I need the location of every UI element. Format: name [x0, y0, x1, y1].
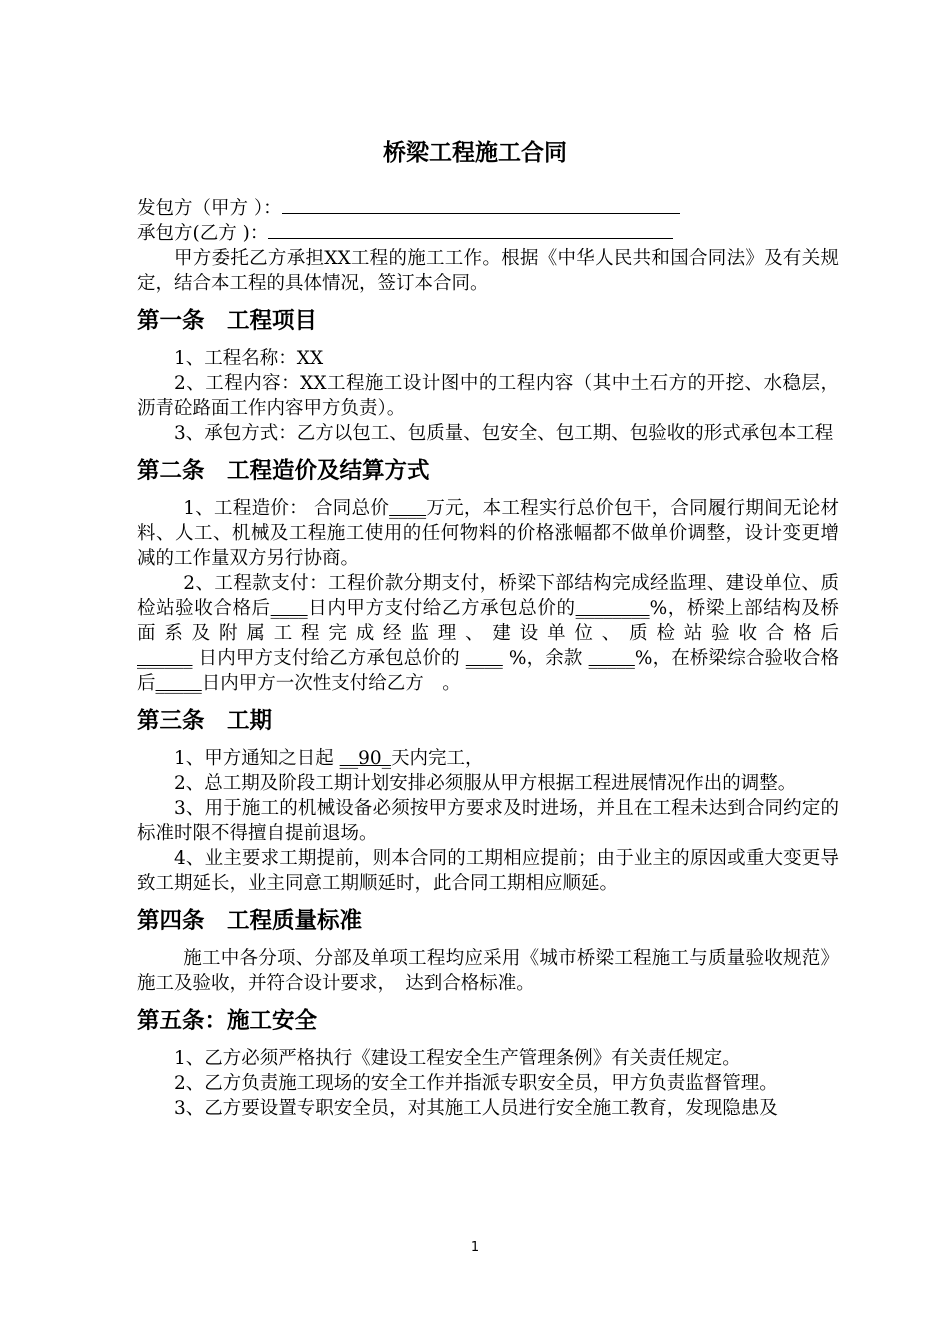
payment-text-d: 日内甲方支付给乙方承包总价的: [192, 648, 466, 669]
page-number: 1: [470, 1240, 480, 1255]
section-1-item-1: 1、工程名称：XX: [174, 348, 324, 369]
party-a-label: 发包方（甲方 ）：: [137, 198, 282, 219]
payment-text-c: %，桥梁上部结构及桥面系及附属工程完成经监理、建设单位、质检站验收合格后: [137, 598, 839, 644]
duration-days: __90_: [339, 748, 391, 769]
payment-text-f: %，在桥梁综合验收合格后: [137, 648, 840, 694]
section-4-text: 施工中各分项、分部及单项工程均应采用《城市桥梁工程施工与质量验收规范》施工及验收，并符合设计要求， 达到合格标准。: [137, 948, 839, 994]
payment-text-b: 日内甲方支付给乙方承包总价的: [307, 598, 576, 619]
payment-text-g: 日内甲方一次性支付给乙方 。: [201, 673, 461, 694]
section-1-item-2: 2、工程内容：XX工程施工设计图中的工程内容（其中土石方的开挖、水稳层，沥青砼路面工作内容甲方负责）。: [137, 373, 839, 419]
section-3-item-2: 2、总工期及阶段工期计划安排必须服从甲方根据工程进展情况作出的调整。: [174, 773, 797, 794]
duration-text-b: 天内完工，: [390, 748, 484, 769]
payment-blank-1: ____: [270, 598, 308, 619]
payment-blank-3: ______: [137, 648, 193, 669]
party-b-label: 承包方(乙方 )：: [137, 223, 269, 244]
section-2-item-2: [137, 571, 839, 696]
price-text-b: 万元，本工程实行总价包干，合同履行期间无论材料、人工、机械及工程施工使用的任何物料的价格涨幅都不做单价调整，设计变更增减的工作量双方另行协商。: [137, 498, 839, 569]
document-body: [137, 196, 839, 1121]
section-4-heading: 第四条 工程质量标准: [137, 908, 363, 934]
payment-blank-6: _____: [155, 673, 202, 694]
payment-blank-2: ________: [575, 598, 650, 619]
section-2-item-1: [137, 496, 839, 571]
intro-paragraph: 甲方委托乙方承担XX工程的施工工作。根据《中华人民共和国合同法》及有关规定，结合本工程的具体情况，签订本合同。: [137, 248, 839, 294]
price-text-a: 1、工程造价： 合同总价: [183, 498, 390, 519]
section-5-item-1: 1、乙方必须严格执行《建设工程安全生产管理条例》有关责任规定。: [174, 1048, 741, 1069]
total-price-blank: ____: [389, 498, 427, 519]
party-a-line: [137, 196, 839, 221]
duration-text-a: 1、甲方通知之日起: [174, 748, 340, 769]
section-3-heading: 第三条 工期: [137, 708, 273, 734]
payment-text-e: %，余款: [502, 648, 589, 669]
section-3-item-1: [137, 746, 839, 771]
payment-blank-5: _____: [588, 648, 635, 669]
section-1-item-3: 3、承包方式：乙方以包工、包质量、包安全、包工期、包验收的形式承包本工程: [174, 423, 834, 444]
party-a-blank: [282, 197, 680, 214]
document-title: 桥梁工程施工合同: [383, 140, 567, 166]
payment-text-a: 2、工程款支付：工程价款分期支付，桥梁下部结构完成经监理、建设单位、质检站验收合格后: [137, 573, 839, 619]
party-b-blank: [268, 222, 673, 239]
section-5-item-3: 3、乙方要设置专职安全员，对其施工人员进行安全施工教育，发现隐患及: [174, 1098, 778, 1119]
payment-blank-4: ____: [465, 648, 503, 669]
section-3-item-4: 4、业主要求工期提前，则本合同的工期相应提前；由于业主的原因或重大变更导致工期延长，业主同意工期顺延时，此合同工期相应顺延。: [137, 848, 839, 894]
section-5-heading: 第五条：施工安全: [137, 1008, 318, 1034]
party-b-line: [137, 221, 839, 246]
section-5-item-2: 2、乙方负责施工现场的安全工作并指派专职安全员，甲方负责监督管理。: [174, 1073, 778, 1094]
section-1-heading: 第一条 工程项目: [137, 308, 318, 334]
section-2-heading: 第二条 工程造价及结算方式: [137, 458, 430, 484]
section-3-item-3: 3、用于施工的机械设备必须按甲方要求及时进场，并且在工程未达到合同约定的标准时限不得擅自提前退场。: [137, 798, 839, 844]
